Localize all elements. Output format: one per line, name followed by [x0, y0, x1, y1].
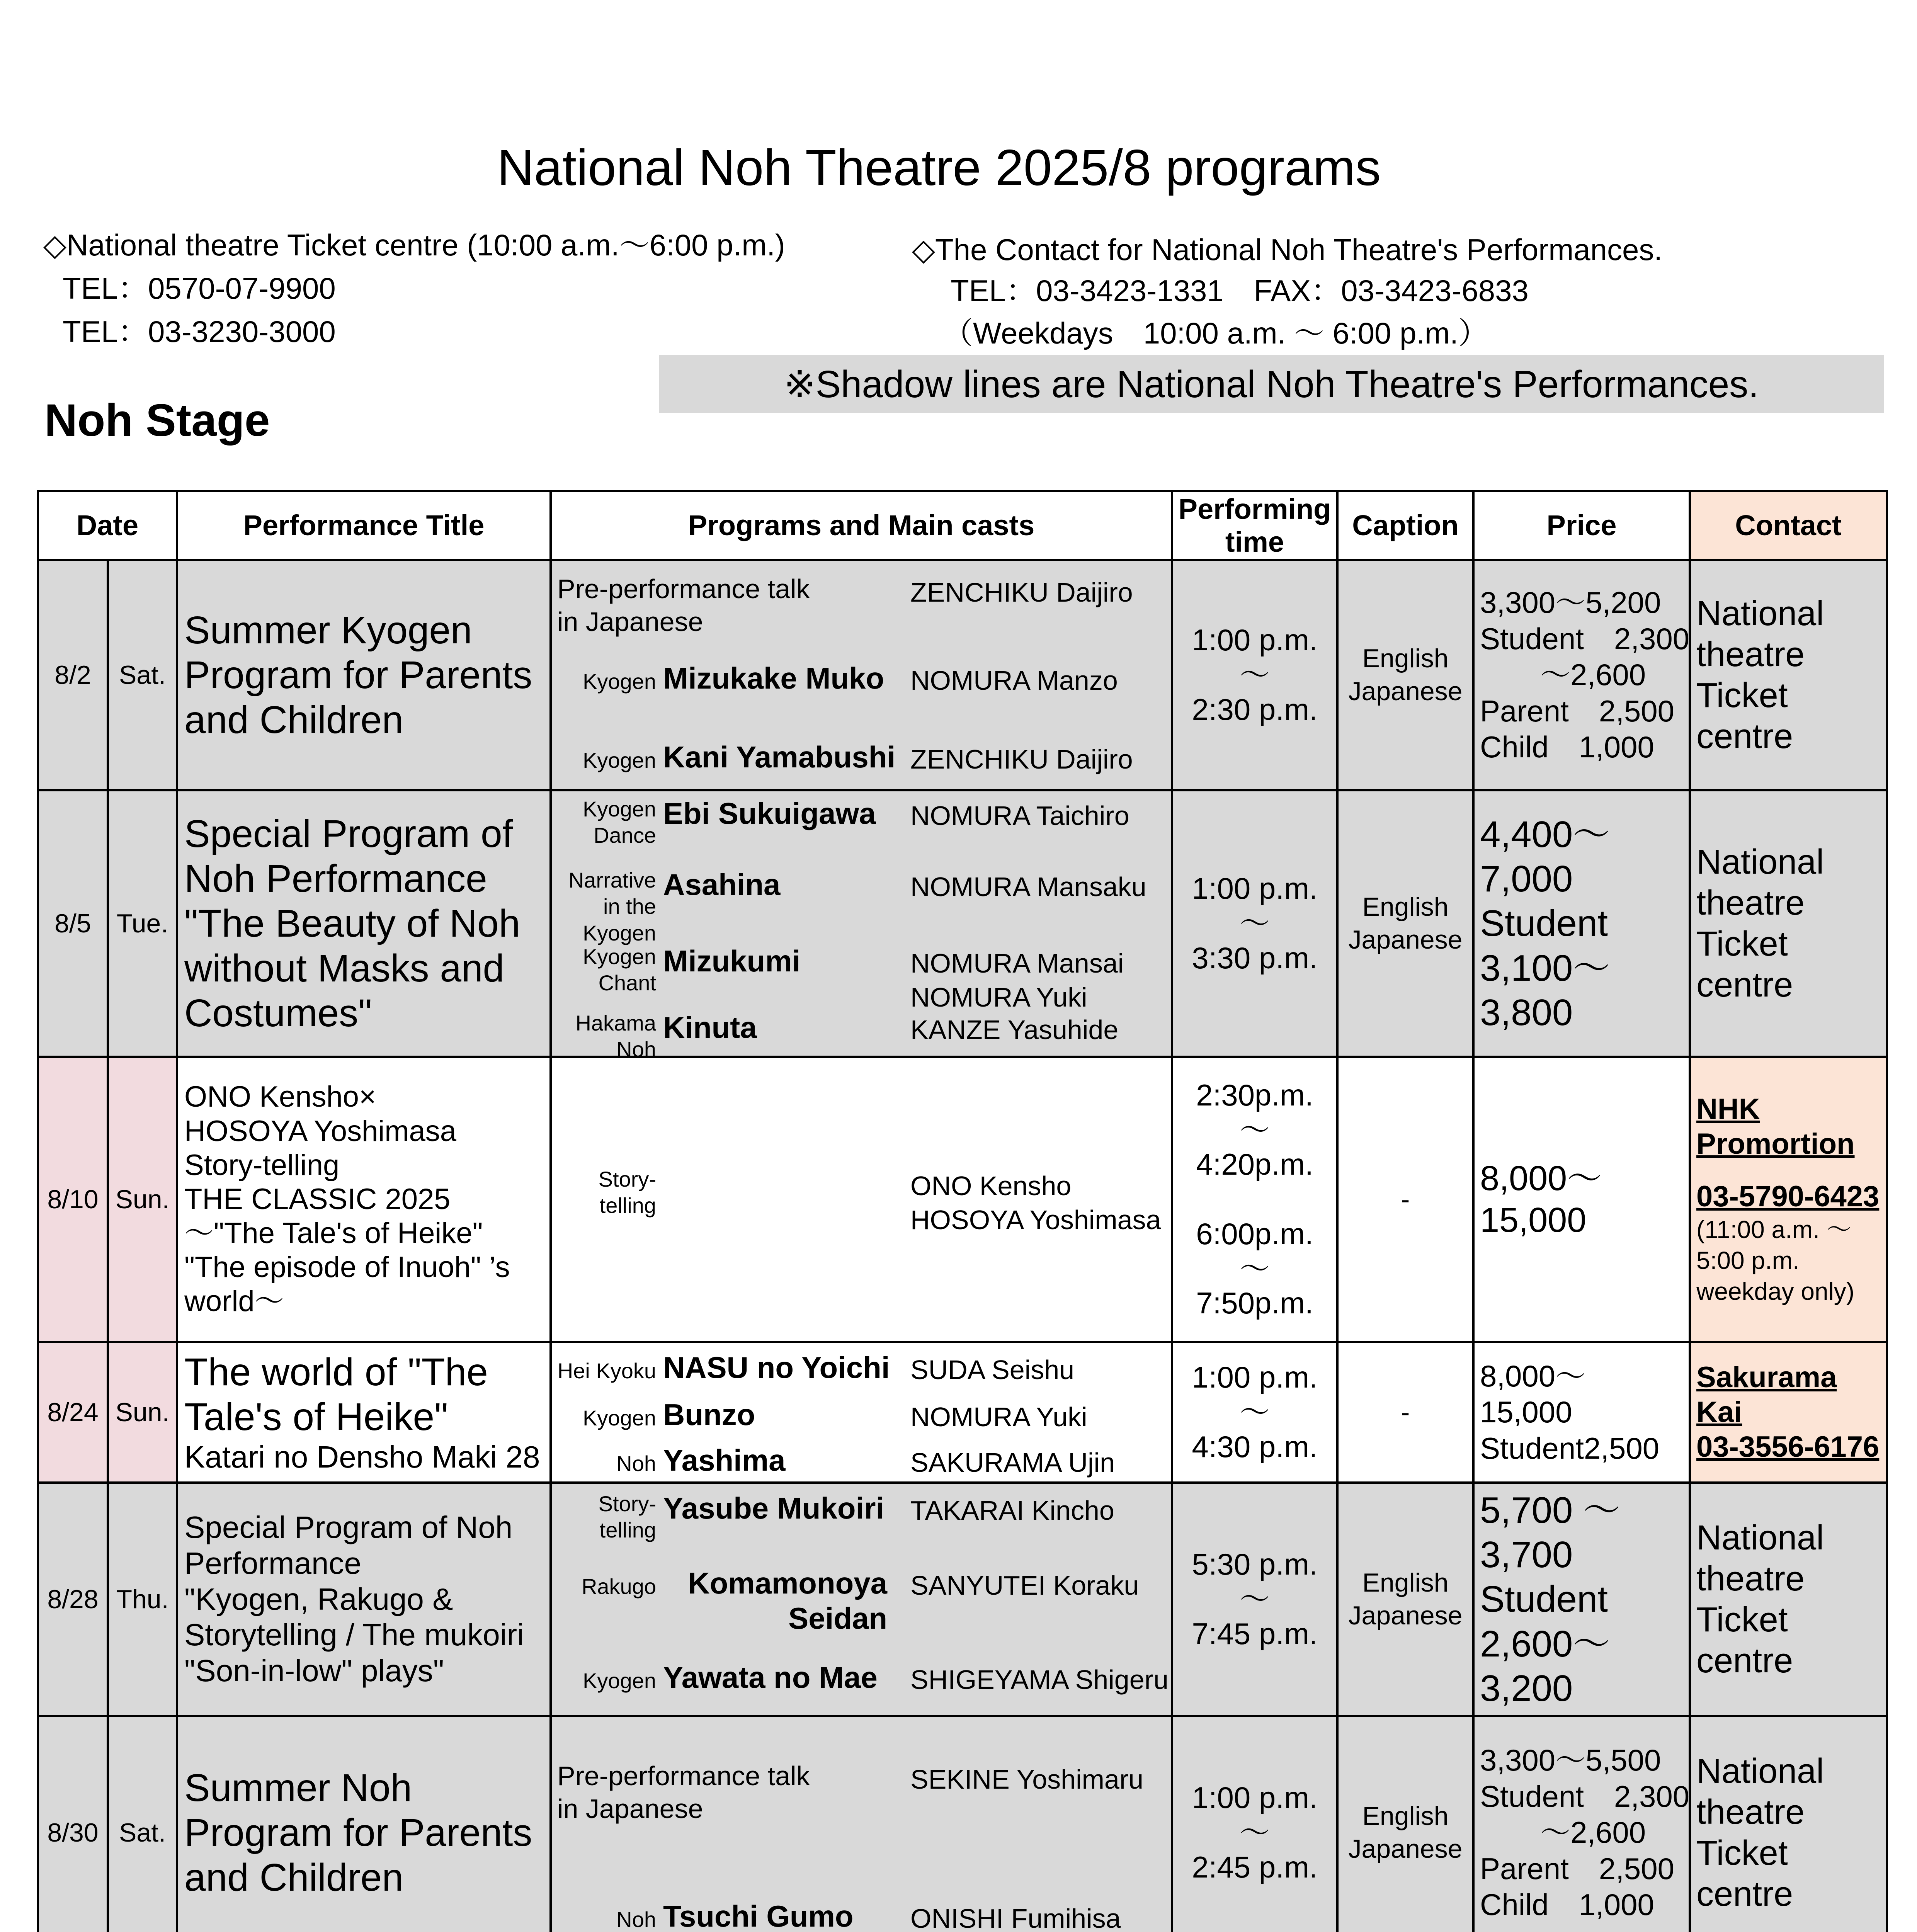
shadow-lines-note: ※Shadow lines are National Noh Theatre's Performances. [659, 355, 1884, 413]
contact-phone-link[interactable]: 03-3556-6176 [1696, 1430, 1880, 1463]
caption-line: English [1362, 1801, 1449, 1831]
contact-title: ◇The Contact for National Noh Theatre's Performances. [912, 233, 1663, 267]
program-title: Yashima [663, 1443, 786, 1477]
time-line: 7:50p.m. [1196, 1286, 1313, 1320]
caption-line: Japanese [1348, 925, 1463, 954]
main-cast: ZENCHIKU Daijiro [910, 577, 1133, 607]
caption-cell [1337, 1057, 1473, 1342]
caption-line: English [1362, 892, 1449, 922]
title-line: "Kyogen, Rakugo & [184, 1582, 453, 1616]
price-line: 15,000 [1480, 1395, 1572, 1429]
title-line: ～"The Tale's of Heike" [184, 1217, 483, 1250]
performance-title [177, 1342, 551, 1483]
contact-line: Ticket [1696, 676, 1788, 715]
program-genre: Hei Kyoku [557, 1359, 656, 1383]
performing-time [1172, 560, 1337, 790]
time-line: 1:00 p.m. [1192, 1781, 1318, 1815]
program-title: Komamonoya Seidan [688, 1566, 887, 1635]
title-line: ONO Kensho× [184, 1080, 376, 1114]
time-line: 3:30 p.m. [1192, 940, 1318, 975]
contact-hours-note: 5:00 p.m. [1696, 1247, 1800, 1275]
program-genre: Kyogen [583, 1406, 656, 1430]
program-title: Mizukumi [663, 944, 801, 978]
main-cast: NOMURA Yuki [910, 1402, 1087, 1432]
price-line: Parent 2,500 [1480, 1851, 1675, 1886]
title-line: "The Beauty of Noh [184, 902, 520, 945]
caption-line: - [1401, 1397, 1410, 1427]
caption-cell [1337, 560, 1473, 790]
program-row [38, 1057, 1887, 1342]
program-genre: Noh [616, 1451, 656, 1476]
schedule-table [37, 490, 1888, 1932]
program-genre: Kyogen [583, 748, 656, 772]
price-cell [1473, 1342, 1690, 1483]
title-line: The world of "The [184, 1350, 488, 1394]
contact-organizer-link[interactable]: Sakurama [1696, 1361, 1837, 1394]
programs-list [552, 1484, 1171, 1715]
time-line: 5:30 p.m. [1192, 1547, 1318, 1582]
weekday-cell: Sat. [108, 1716, 177, 1932]
price-line: 8,000～ [1480, 1359, 1586, 1393]
contact-tel-fax: TEL：03-3423-1331 FAX：03-3423-6833 [951, 274, 1529, 308]
title-line: Noh Performance [184, 857, 487, 900]
program-title: Kinuta [663, 1010, 757, 1044]
weekday-cell: Sun. [108, 1342, 177, 1483]
price-line: 8,000～ [1480, 1159, 1602, 1198]
performing-time [1172, 1716, 1337, 1932]
spacer [1696, 1161, 1886, 1179]
time-line: ～ [1239, 1251, 1270, 1286]
ticket-centre-tel-1: TEL：0570-07-9900 [63, 271, 336, 305]
title-line: Program for Parents [184, 653, 532, 697]
main-cast: NOMURA Mansai NOMURA Yuki [910, 948, 1124, 1012]
title-line: Story-telling [184, 1148, 340, 1182]
programs-cell [551, 1342, 1172, 1483]
performance-title [177, 1716, 551, 1932]
time-line: 1:00 p.m. [1192, 1360, 1318, 1395]
date-cell: 8/2 [38, 560, 108, 790]
program-genre: Kyogen [583, 669, 656, 694]
price-line: 3,300～5,500 [1480, 1743, 1661, 1777]
time-line [1173, 1182, 1336, 1217]
main-cast: ONISHI Fumihisa [910, 1903, 1121, 1932]
program-title: Bunzo [663, 1398, 755, 1432]
main-cast: NOMURA Mansaku [910, 872, 1146, 902]
price-line: ～2,600 [1480, 658, 1646, 692]
weekday-cell: Sat. [108, 560, 177, 790]
title-line: Program for Parents [184, 1811, 532, 1854]
price-line: 3,800 [1480, 992, 1573, 1033]
title-line: Special Program of [184, 812, 513, 855]
time-line: 7:45 p.m. [1192, 1616, 1318, 1651]
contact-organizer-link[interactable]: NHK [1696, 1092, 1760, 1126]
date-cell: 8/5 [38, 790, 108, 1057]
program-title: Yasube Mukoiri [663, 1491, 885, 1525]
col-price: Price [1473, 491, 1690, 560]
contact-line: National [1696, 1752, 1824, 1791]
program-title: NASU no Yoichi [663, 1350, 890, 1384]
program-genre: Hakama Noh [575, 1011, 656, 1062]
time-line: ～ [1239, 1395, 1270, 1429]
programs-cell [551, 1716, 1172, 1932]
title-line: and Children [184, 1856, 404, 1899]
time-line: ～ [1239, 1582, 1270, 1616]
program-row [38, 790, 1887, 1057]
program-row [38, 1342, 1887, 1483]
program-genre: Narrative in the Kyogen [568, 868, 656, 945]
program-genre: Noh [616, 1907, 656, 1932]
price-line: 3,700 [1480, 1534, 1573, 1576]
program-row [38, 1483, 1887, 1716]
caption-line: Japanese [1348, 677, 1463, 706]
price-line: 3,200 [1480, 1667, 1573, 1709]
time-line: 1:00 p.m. [1192, 623, 1318, 657]
weekday-cell: Tue. [108, 790, 177, 1057]
contact-line: theatre [1696, 1793, 1805, 1832]
price-line: Student [1480, 903, 1608, 944]
main-cast: TAKARAI Kincho [910, 1495, 1114, 1526]
title-line: Katari no Densho Maki 28 [184, 1439, 540, 1474]
program-title: Ebi Sukuigawa [663, 796, 876, 830]
time-line: ～ [1239, 1815, 1270, 1850]
contact-hours: （Weekdays 10:00 a.m. ～ 6:00 p.m.） [943, 316, 1488, 350]
title-line: "Son-in-low" plays" [184, 1653, 444, 1688]
contact-organizer-link[interactable]: Promortion [1696, 1127, 1855, 1160]
ticket-centre-hours: ◇National theatre Ticket centre (10:00 a.m.～6:00 p.m.) [43, 228, 785, 262]
pre-performance-talk: Pre-performance talk in Japanese [557, 1761, 810, 1824]
programs-list [552, 561, 1171, 789]
price-line: Child 1,000 [1480, 730, 1654, 764]
caption-cell [1337, 790, 1473, 1057]
caption-line: - [1401, 1184, 1410, 1214]
main-cast: KANZE Yasuhide [910, 1015, 1119, 1045]
programs-cell [551, 1057, 1172, 1342]
program-title: Asahina [663, 867, 781, 901]
title-line: Storytelling / The mukoiri [184, 1617, 524, 1652]
main-cast: NOMURA Taichiro [910, 801, 1129, 831]
main-cast: ONO Kensho HOSOYA Yoshimasa [910, 1171, 1161, 1235]
price-line: 3,300～5,200 [1480, 585, 1661, 620]
time-line: 4:30 p.m. [1192, 1429, 1318, 1464]
contact-phone-link[interactable]: 03-5790-6423 [1696, 1180, 1880, 1213]
contact-line: National [1696, 1518, 1824, 1557]
title-line: Performance [184, 1546, 361, 1580]
price-cell [1473, 790, 1690, 1057]
program-genre: Kyogen Chant [583, 944, 656, 995]
price-cell [1473, 1057, 1690, 1342]
contact-line: Ticket [1696, 925, 1788, 963]
caption-line: Japanese [1348, 1601, 1463, 1630]
program-row [38, 560, 1887, 790]
contact-cell [1690, 1716, 1887, 1932]
page-title: National Noh Theatre 2025/8 programs [497, 139, 1381, 196]
contact-hours-note: weekday only) [1696, 1277, 1855, 1306]
time-line: 2:30 p.m. [1192, 692, 1318, 726]
time-line: ～ [1239, 658, 1270, 692]
contact-line: Ticket [1696, 1834, 1788, 1872]
contact-hours-note: (11:00 a.m. ～ [1696, 1216, 1851, 1244]
main-cast: NOMURA Manzo [910, 665, 1118, 696]
price-line: Student [1480, 1578, 1608, 1620]
contact-line: National [1696, 594, 1824, 633]
performance-title [177, 1057, 551, 1342]
main-cast: ZENCHIKU Daijiro [910, 744, 1133, 774]
caption-line: Japanese [1348, 1834, 1463, 1864]
price-line: 15,000 [1480, 1201, 1587, 1240]
caption-cell [1337, 1342, 1473, 1483]
col-title: Performance Title [177, 491, 551, 560]
price-line: Student 2,300 [1480, 1779, 1690, 1813]
time-line: ～ [1239, 1112, 1270, 1147]
price-cell [1473, 1716, 1690, 1932]
programs-cell [551, 790, 1172, 1062]
date-cell: 8/24 [38, 1342, 108, 1483]
col-date: Date [38, 491, 177, 560]
program-genre: Story- telling [598, 1492, 656, 1543]
weekday-cell: Thu. [108, 1483, 177, 1716]
program-title: Kani Yamabushi [663, 740, 896, 774]
programs-cell [551, 1483, 1172, 1716]
caption-cell [1337, 1483, 1473, 1716]
title-line: Special Program of Noh [184, 1510, 513, 1544]
price-line: Child 1,000 [1480, 1888, 1654, 1922]
programs-list [552, 1343, 1171, 1481]
programs-cell [551, 560, 1172, 790]
performing-time [1172, 1057, 1337, 1342]
price-cell [1473, 1483, 1690, 1716]
contact-cell [1690, 1057, 1887, 1342]
contact-line: theatre [1696, 635, 1805, 674]
title-line: without Masks and [184, 947, 505, 990]
date-cell: 8/10 [38, 1057, 108, 1342]
pre-performance-talk: Pre-performance talk in Japanese [557, 574, 810, 637]
performing-time [1172, 1483, 1337, 1716]
performance-title [177, 560, 551, 790]
title-line: Summer Noh [184, 1766, 412, 1810]
caption-cell [1337, 1716, 1473, 1932]
price-line: 5,700 ～ [1480, 1490, 1620, 1531]
programs-list [552, 1058, 1171, 1341]
program-title: Mizukake Muko [663, 661, 885, 695]
contact-organizer-link[interactable]: Kai [1696, 1396, 1742, 1429]
title-line: "The episode of Inuoh" ’s [184, 1251, 510, 1284]
program-title: Yawata no Mae [663, 1660, 878, 1694]
contact-cell [1690, 1342, 1887, 1483]
price-line: 7,000 [1480, 858, 1573, 900]
main-cast: SAKURAMA Ujin [910, 1447, 1115, 1478]
price-line: Student2,500 [1480, 1431, 1660, 1465]
date-cell: 8/28 [38, 1483, 108, 1716]
price-line: 3,100～ [1480, 947, 1610, 989]
contact-line: National [1696, 842, 1824, 881]
program-title: Tsuchi Gumo [663, 1899, 854, 1932]
section-heading: Noh Stage [44, 395, 270, 446]
time-line: 1:00 p.m. [1192, 871, 1318, 906]
header-row [38, 491, 1887, 560]
title-line: world～ [184, 1285, 284, 1318]
performance-title [177, 790, 551, 1057]
col-caption: Caption [1337, 491, 1473, 560]
program-genre: Kyogen [583, 1668, 656, 1693]
contact-cell [1690, 560, 1887, 790]
title-line: Costumes" [184, 992, 372, 1035]
col-programs: Programs and Main casts [551, 491, 1172, 560]
caption-line: English [1362, 1568, 1449, 1597]
time-line: ～ [1239, 906, 1270, 940]
title-line: and Children [184, 698, 404, 742]
price-cell [1473, 560, 1690, 790]
contact-cell [1690, 1483, 1887, 1716]
contact-line: centre [1696, 1875, 1793, 1914]
program-row [38, 1716, 1887, 1932]
programs-list [552, 1717, 1171, 1932]
contact-line: centre [1696, 966, 1793, 1005]
title-line: HOSOYA Yoshimasa [184, 1114, 457, 1148]
performing-time [1172, 790, 1337, 1057]
contact-cell [1690, 790, 1887, 1057]
performance-title [177, 1483, 551, 1716]
caption-line: English [1362, 644, 1449, 673]
title-line: Summer Kyogen [184, 609, 472, 652]
ticket-centre-tel-2: TEL：03-3230-3000 [63, 315, 336, 349]
contact-line: theatre [1696, 1559, 1805, 1598]
time-line: 4:20p.m. [1196, 1147, 1313, 1182]
price-line: ～2,600 [1480, 1815, 1646, 1850]
program-genre: Story- telling [598, 1167, 656, 1218]
price-line: Student 2,300 [1480, 621, 1690, 656]
contact-line: centre [1696, 717, 1793, 756]
program-genre: Rakugo [581, 1574, 656, 1599]
main-cast: SANYUTEI Koraku [910, 1570, 1139, 1600]
main-cast: SHIGEYAMA Shigeru [910, 1665, 1169, 1695]
col-time: Performing time [1172, 491, 1337, 560]
contact-line: Ticket [1696, 1600, 1788, 1639]
col-contact: Contact [1690, 491, 1887, 560]
time-line: 6:00p.m. [1196, 1216, 1313, 1251]
price-line: 4,400～ [1480, 814, 1610, 855]
performing-time [1172, 1342, 1337, 1483]
main-cast: SEKINE Yoshimaru [910, 1764, 1144, 1794]
contact-line: centre [1696, 1641, 1793, 1680]
contact-line: theatre [1696, 883, 1805, 922]
main-cast: SUDA Seishu [910, 1355, 1075, 1385]
title-line: Tale's of Heike" [184, 1395, 448, 1439]
title-line: THE CLASSIC 2025 [184, 1182, 451, 1216]
time-line: 2:45 p.m. [1192, 1850, 1318, 1884]
time-line: 2:30p.m. [1196, 1078, 1313, 1112]
price-line: 2,600～ [1480, 1623, 1610, 1665]
date-cell: 8/30 [38, 1716, 108, 1932]
weekday-cell: Sun. [108, 1057, 177, 1342]
price-line: Parent 2,500 [1480, 694, 1675, 728]
programs-list [552, 791, 1171, 1062]
program-genre: Kyogen Dance [583, 797, 656, 848]
